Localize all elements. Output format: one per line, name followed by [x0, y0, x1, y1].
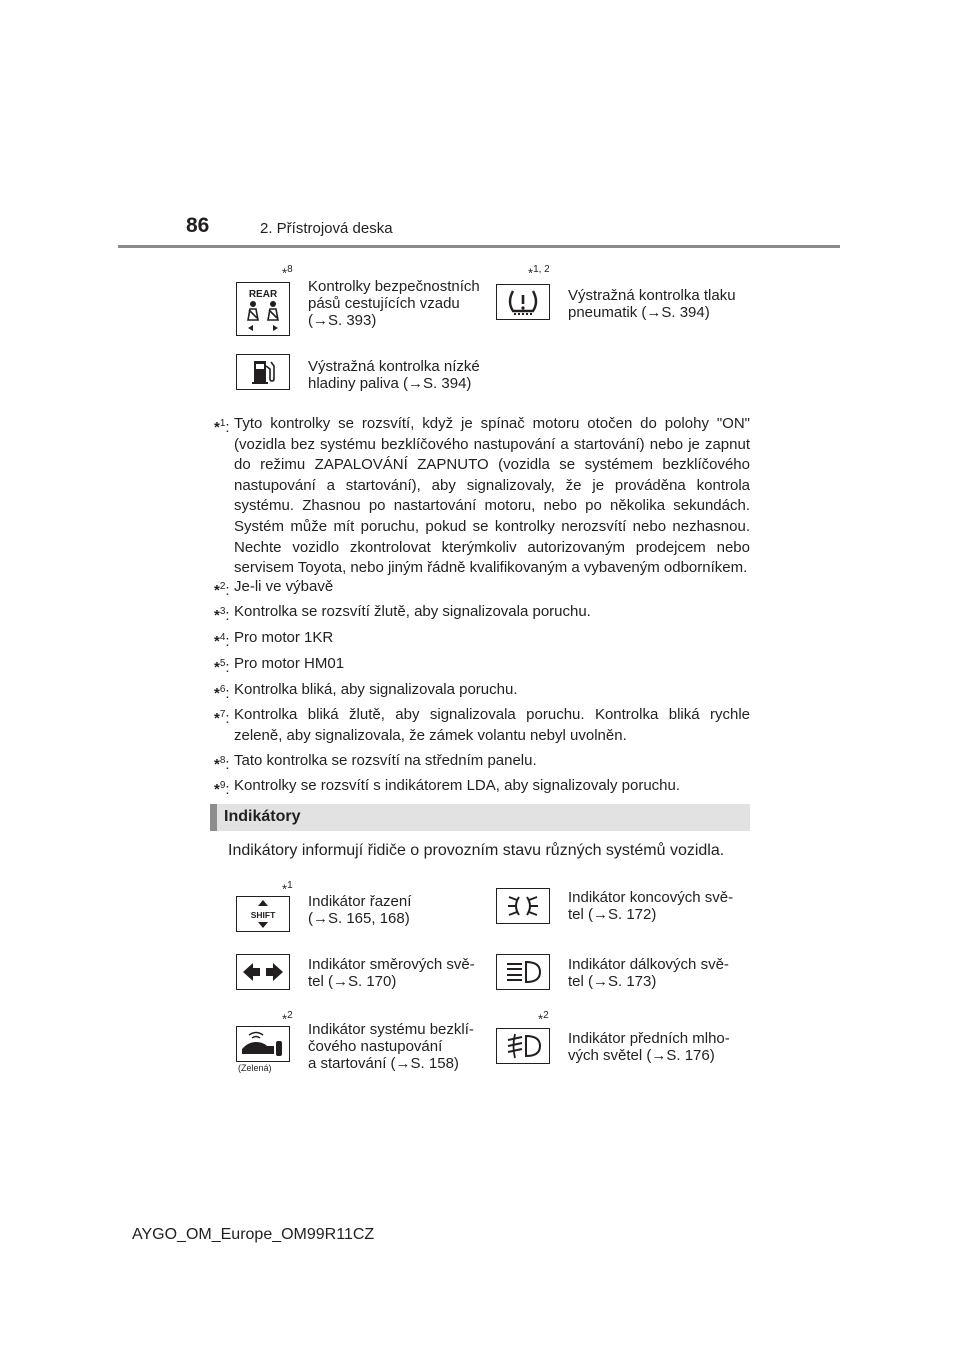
- indicator-description: Indikátor předních mlho- vých světel (→S. 176): [568, 1030, 730, 1064]
- indicator-description: Indikátor řazení (→S. 165, 168): [308, 893, 412, 927]
- footnote: *$^1$: Tyto kontrolky se rozsvítí, když je spínač motoru otočen do polohy "ON" (vozidla bez systému bezklíčového nastupování a startování) nebo je zapnut do režimu ZAPALOVÁNÍ ZAPNUTO (vozidla se systémem bezklíčového nastupování a startování), aby signalizovaly, že je prováděna kontrola systému. Zhasnou po nastartování motoru, nebo po několika sekundách. Systém může mít poruchu, pokud se kontrolky nerozsvítí nebo nezhasnou. Nechte vozidlo zkontrolovat kterýmkoliv autorizovaným prodejcem nebo servisem Toyota, nebo jiným řádně kvalifikovaným a vybaveným odborníkem.: [214, 415, 750, 577]
- warning-description: Výstražná kontrolka nízké hladiny paliva (→S. 394): [308, 358, 480, 392]
- section-title: Indikátory: [224, 808, 301, 825]
- footnote: *$^4$: Pro motor 1KR: [214, 629, 334, 650]
- indicator-marker: *$^2$: [282, 1010, 293, 1027]
- tire-pressure-warning-icon: [496, 284, 550, 320]
- footnote: *$^3$: Kontrolka se rozsvítí žlutě, aby signalizovala poruchu.: [214, 603, 591, 624]
- indicator-description: Indikátor koncových svě- tel (→S. 172): [568, 889, 734, 923]
- footnote: *$^7$: Kontrolka bliká žlutě, aby signalizovala poruchu. Kontrolka bliká rychle zeleně, aby signalizovala, že zámek volantu nebyl uvolněn.: [214, 706, 750, 744]
- section-intro: Indikátory informují řidiče o provozním stavu různých systémů vozidla.: [228, 842, 725, 859]
- footnote: *$^2$: Je-li ve výbavě: [214, 578, 334, 599]
- high-beam-indicator-icon: [496, 954, 550, 990]
- indicator-marker: *$^1$: [282, 880, 293, 897]
- indicator-description: Indikátor dálkových svě- tel (→S. 173): [568, 956, 729, 990]
- footnote: *$^6$: Kontrolka bliká, aby signalizovala poruchu.: [214, 681, 518, 702]
- header-rule: [118, 245, 840, 248]
- document-code: AYGO_OM_Europe_OM99R11CZ: [132, 1226, 375, 1243]
- front-fog-light-indicator-icon: [496, 1028, 550, 1064]
- chapter-title: 2. Přístrojová deska: [260, 220, 393, 237]
- footnote: *$^8$: Tato kontrolka se rozsvítí na středním panelu.: [214, 752, 537, 773]
- warning-marker: *$^8$: [282, 264, 293, 281]
- warning-marker: *$^{1, 2}$: [528, 264, 550, 281]
- warning-description: Výstražná kontrolka tlaku pneumatik (→S. 394): [568, 287, 736, 321]
- section-heading-accent: [210, 804, 217, 831]
- rear-seatbelt-reminder-icon: [236, 282, 290, 336]
- footnote: *$^5$: Pro motor HM01: [214, 655, 345, 676]
- indicator-description: Indikátor systému bezklí- čového nastupování a startování (→S. 158): [308, 1021, 474, 1072]
- icon-color-caption: (Zelená): [238, 1063, 272, 1073]
- low-fuel-warning-icon: [236, 354, 290, 390]
- turn-signal-indicator-icon: [236, 954, 290, 990]
- tail-light-indicator-icon: [496, 888, 550, 924]
- warning-description: Kontrolky bezpečnostních pásů cestujících vzadu (→S. 393): [308, 278, 480, 329]
- shift-indicator-icon: [236, 896, 290, 932]
- smart-entry-indicator-icon: [236, 1026, 290, 1062]
- rear-icon-label: REAR: [248, 289, 278, 300]
- page-number: 86: [186, 214, 210, 237]
- footnote: *$^9$: Kontrolky se rozsvítí s indikátorem LDA, aby signalizovaly poruchu.: [214, 777, 681, 798]
- indicator-description: Indikátor směrových svě- tel (→S. 170): [308, 956, 475, 990]
- indicator-marker: *$^2$: [538, 1010, 549, 1027]
- shift-icon-label: SHIFT: [250, 910, 276, 920]
